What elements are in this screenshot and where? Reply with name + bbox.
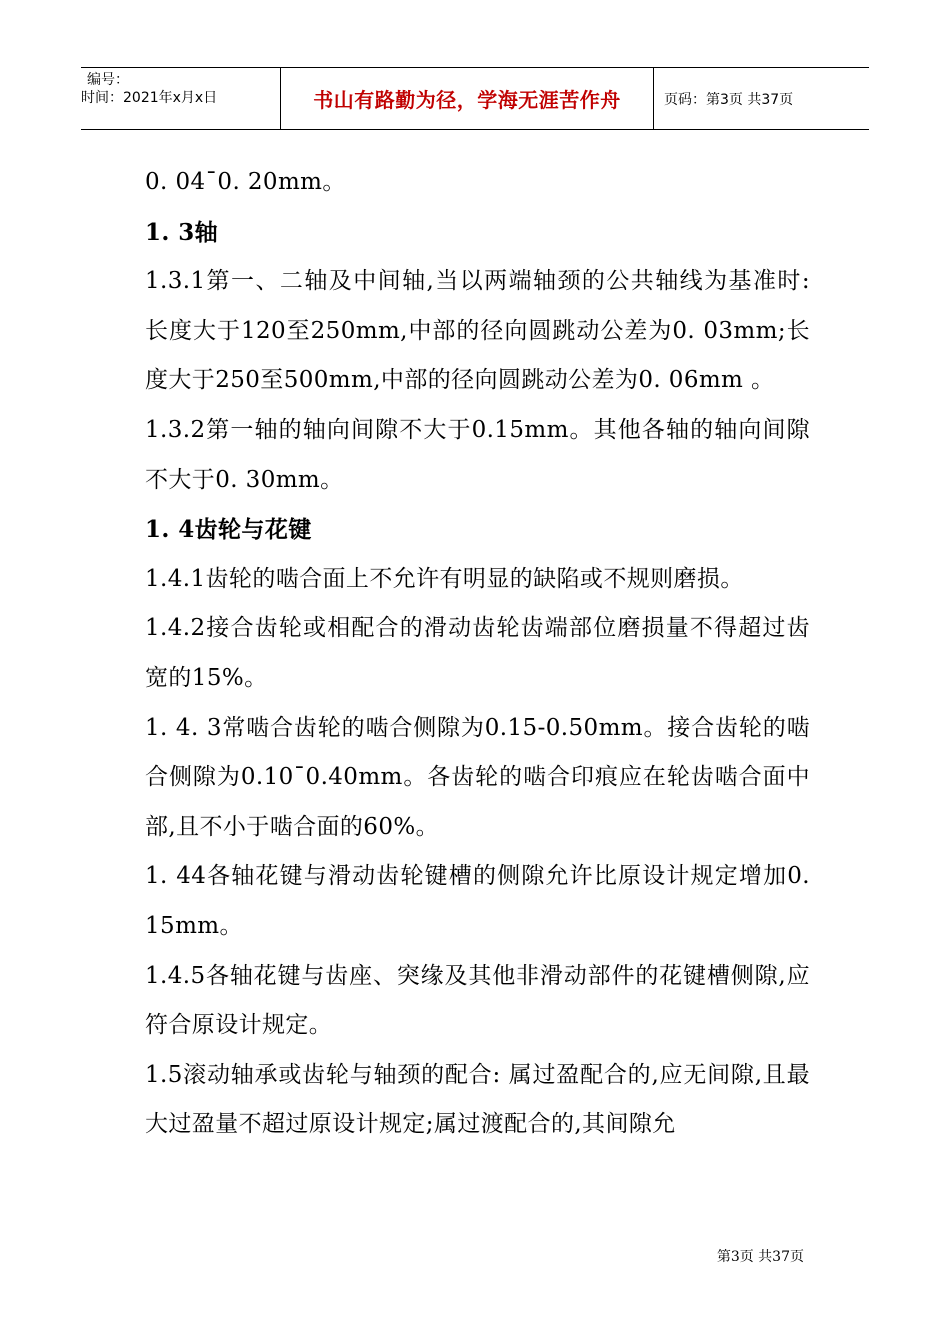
section-heading: 1. 4齿轮与花键 <box>145 516 312 544</box>
paragraph: 1.3.1第一、二轴及中间轴,当以两端轴颈的公共轴线为基准时: 长度大于120至250mm,中部的径向圆跳动公差为0. 03mm;长度大于250至500mm,中部的径向圆跳动公差为0. 06mm 。 <box>145 268 810 394</box>
paragraph: 1.4.1齿轮的啮合面上不允许有明显的缺陷或不规则磨损。 <box>145 565 744 592</box>
document-body <box>145 158 810 1150</box>
page-header <box>81 67 869 130</box>
paragraph: 1.4.2接合齿轮或相配合的滑动齿轮齿端部位磨损量不得超过齿宽的15%。 <box>145 615 810 691</box>
paragraph: 1. 4. 3常啮合齿轮的啮合侧隙为0.15-0.50mm。接合齿轮的啮合侧隙为0.10¯0.40mm。各齿轮的啮合印痕应在轮齿啮合面中部,且不小于啮合面的60%。 <box>145 714 810 840</box>
header-meta <box>81 68 281 129</box>
header-motto: 书山有路勤为径，学海无涯苦作舟 <box>281 68 654 129</box>
number-label: 编号： <box>87 72 129 88</box>
paragraph: 1.5滚动轴承或齿轮与轴颈的配合: 属过盈配合的,应无间隙,且最大过盈量不超过原设计规定;属过渡配合的,其间隙允 <box>145 1061 810 1138</box>
page-footer: 第3页 共37页 <box>716 1249 804 1265</box>
paragraph: 1.3.2第一轴的轴向间隙不大于0.15mm。其他各轴的轴向间隙不大于0. 30mm。 <box>145 416 810 493</box>
time-label: 时间：2021年x月x日 <box>81 90 218 106</box>
header-page-label: 页码：第3页 共37页 <box>664 91 794 108</box>
paragraph: 1. 44各轴花键与滑动齿轮键槽的侧隙允许比原设计规定增加0. 15mm。 <box>145 863 810 939</box>
paragraph: 1.4.5各轴花键与齿座、突缘及其他非滑动部件的花键槽侧隙,应符合原设计规定。 <box>145 962 810 1039</box>
paragraph: 0. 04¯0. 20mm。 <box>145 169 346 195</box>
section-heading: 1. 3轴 <box>145 218 219 246</box>
